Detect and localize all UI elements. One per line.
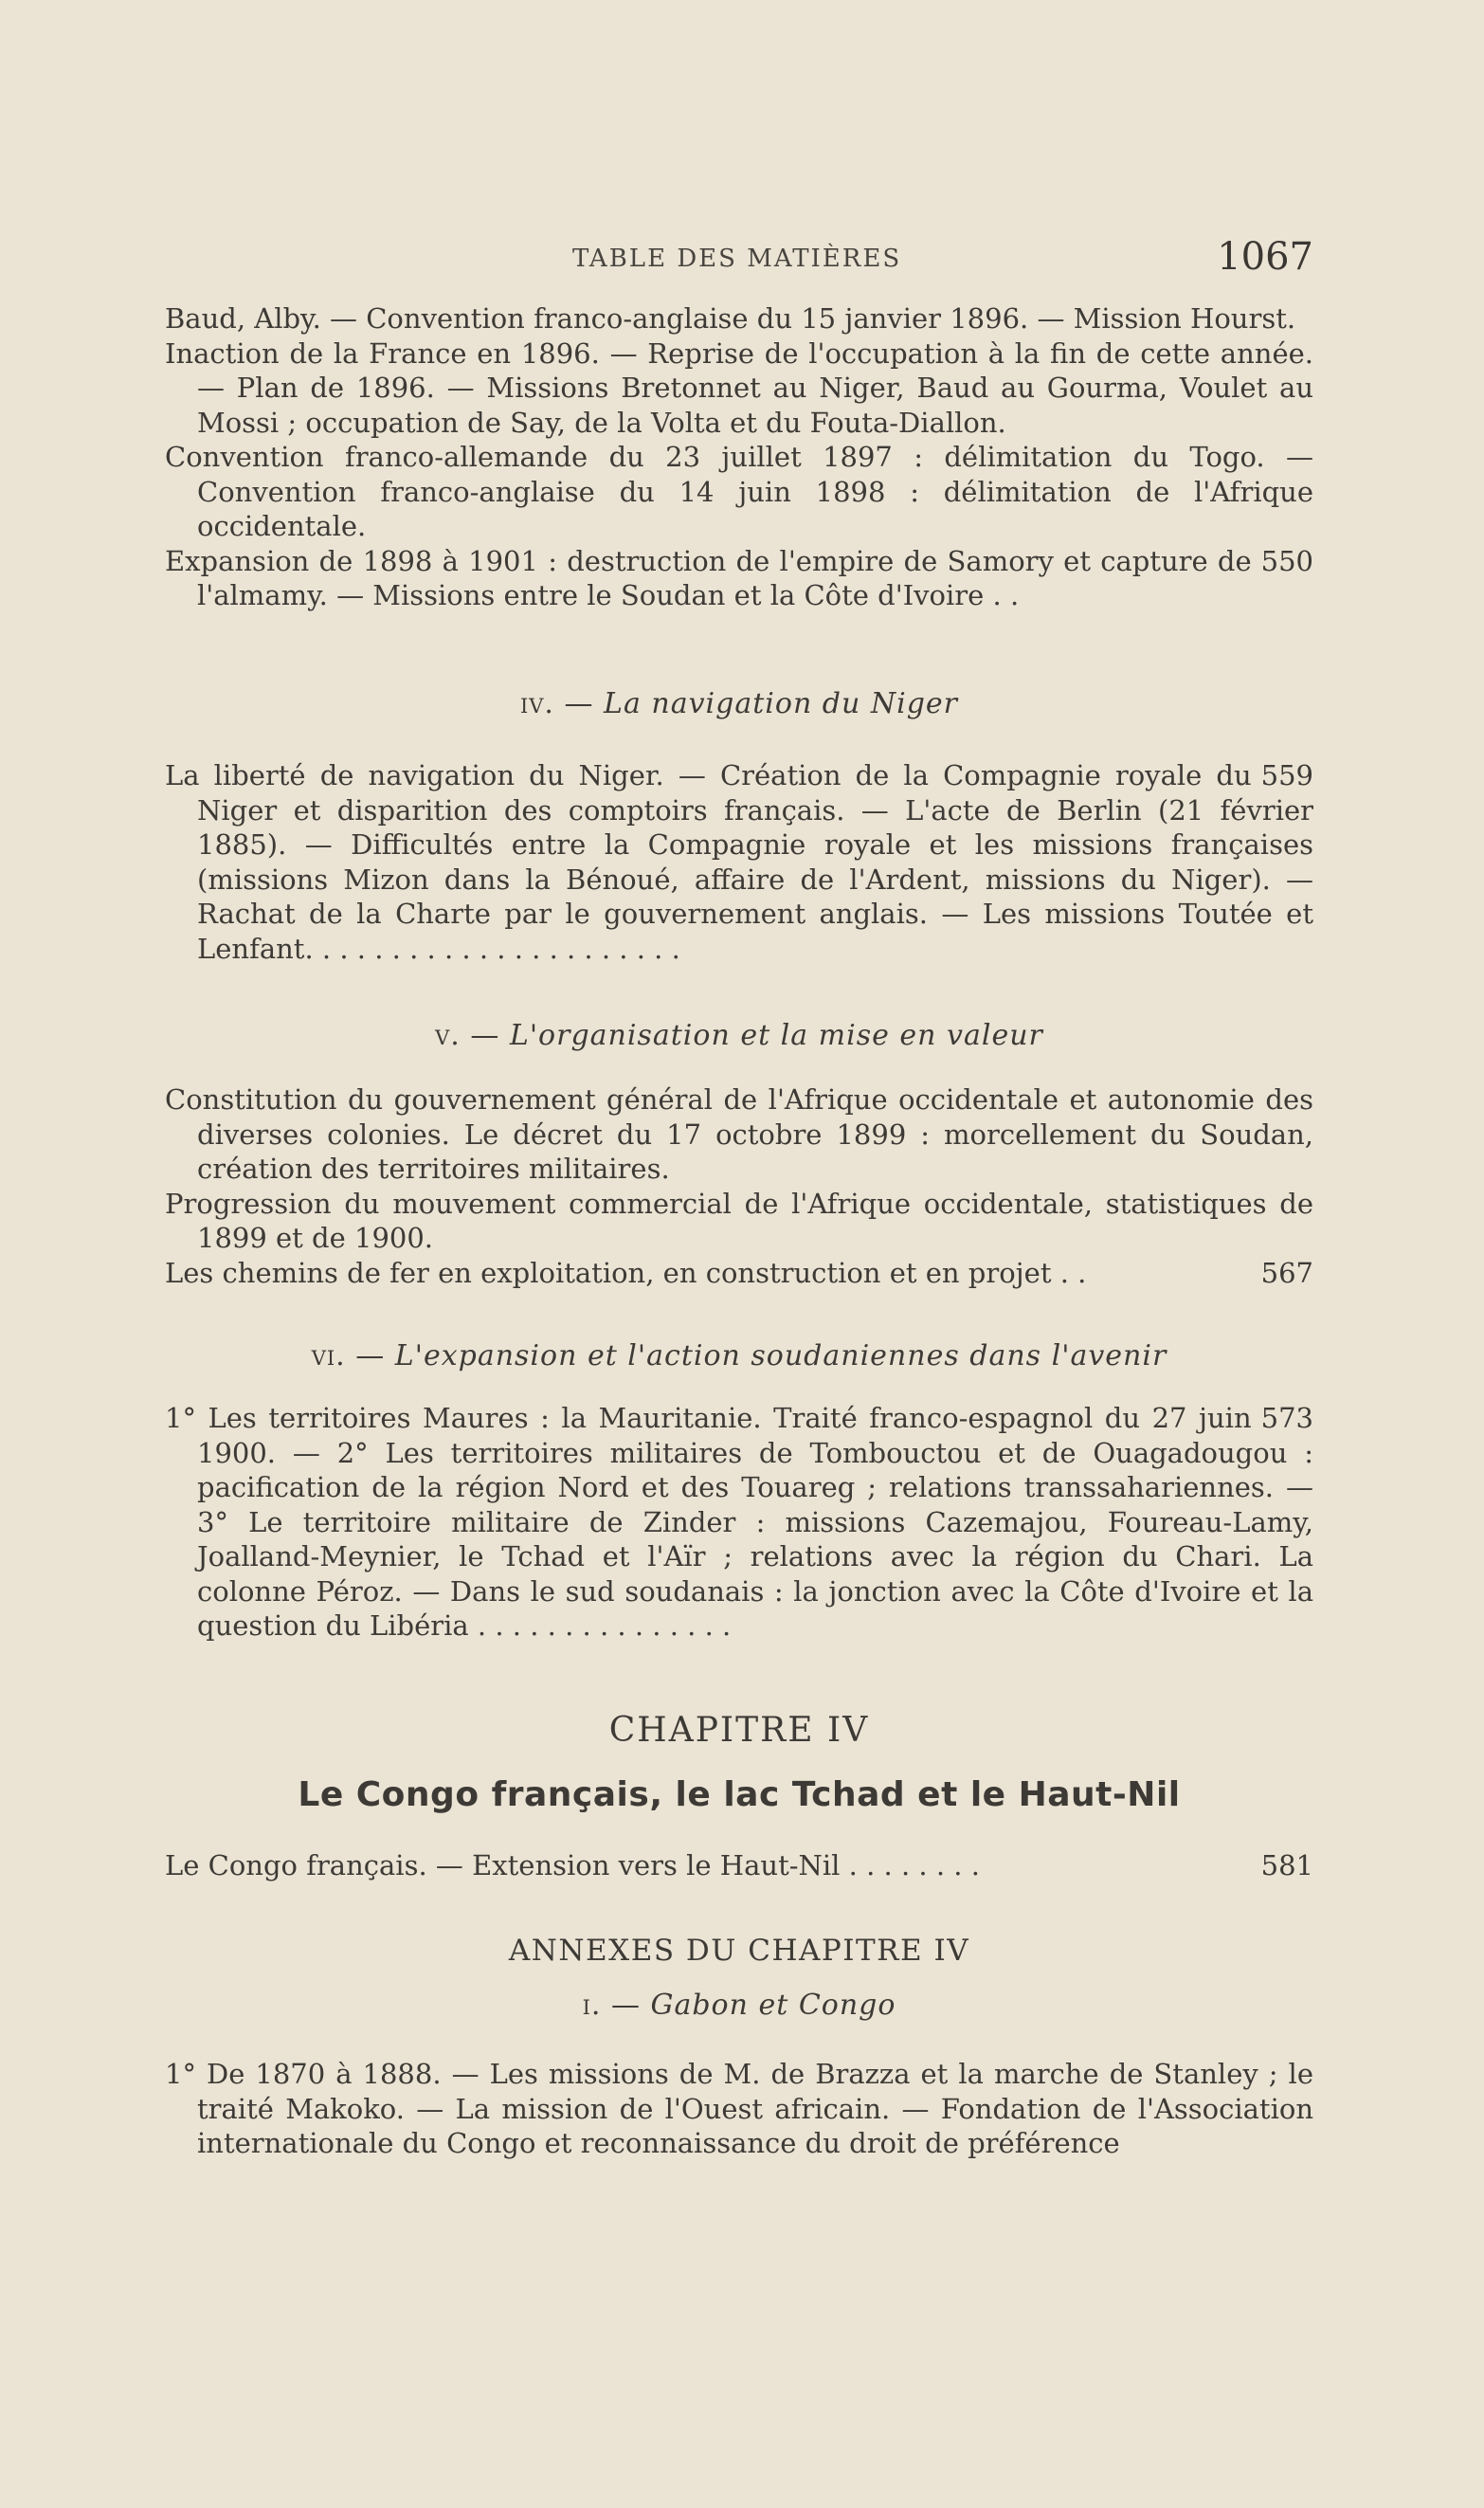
section-number: iv. bbox=[519, 687, 554, 720]
chapter-label: CHAPITRE IV bbox=[608, 1711, 870, 1750]
toc-entry bbox=[165, 301, 1313, 336]
header-title: TABLE DES MATIÈRES bbox=[572, 245, 902, 273]
chapter-iv-title bbox=[165, 1775, 1313, 1814]
entry-page: 573 bbox=[1260, 1402, 1313, 1434]
section-vi-entries bbox=[165, 1401, 1313, 1644]
section-iv-entries bbox=[165, 758, 1313, 966]
section-number: v. bbox=[435, 1019, 461, 1052]
section-heading: iv. — La navigation du Niger bbox=[519, 687, 959, 720]
entry-text: Le Congo français. — Extension vers le Haut-Nil . . . . . . . . bbox=[165, 1849, 980, 1881]
entry-text: 1° De 1870 à 1888. — Les missions de M. de Brazza et la marche de Stanley ; le traité Makoko. — La mission de l'Ouest africain. — Fondation de l'Association internationale du Congo et reconnaissance du droit de préférence bbox=[165, 2058, 1313, 2159]
section-heading: i. — Gabon et Congo bbox=[582, 1989, 896, 2022]
toc-entry bbox=[165, 2057, 1313, 2161]
section-number: i. bbox=[582, 1989, 602, 2022]
entry-text: Expansion de 1898 à 1901 : destruction de l'empire de Samory et capture de l'almamy. — Missions entre le Soudan et la Côte d'Ivoire . . bbox=[165, 544, 1252, 611]
toc-entry bbox=[165, 1187, 1313, 1256]
annex-i-entries bbox=[165, 2057, 1313, 2161]
toc-entry bbox=[165, 1401, 1313, 1644]
entry-text: Les chemins de fer en exploitation, en construction et en projet . . bbox=[165, 1256, 1087, 1289]
toc-entry bbox=[165, 336, 1313, 441]
chapter-iv-entries bbox=[165, 1848, 1313, 1883]
section-heading: v. — L'organisation et la mise en valeur bbox=[435, 1019, 1043, 1052]
section-v-entries bbox=[165, 1082, 1313, 1290]
toc-entry bbox=[165, 1256, 1313, 1291]
chapter-iv bbox=[165, 1711, 1313, 1750]
annex-i bbox=[165, 1989, 1313, 2022]
section-title: Gabon et Congo bbox=[650, 1989, 896, 2022]
toc-entry bbox=[165, 758, 1313, 966]
entry-page: 550 bbox=[1260, 544, 1313, 577]
section-title: L'expansion et l'action soudaniennes dans l'avenir bbox=[394, 1339, 1167, 1372]
running-header bbox=[165, 235, 1313, 281]
entry-text: Constitution du gouvernement général de l'Afrique occidentale et autonomie des diverses colonies. Le décret du 17 octobre 1899 : morcellement du Soudan, création des territoires militaires. bbox=[165, 1083, 1313, 1185]
annexes-label: ANNEXES DU CHAPITRE IV bbox=[508, 1934, 970, 1968]
entry-text: La liberté de navigation du Niger. — Création de la Compagnie royale du Niger et disparition des comptoirs français. — L'acte de Berlin (21 février 1885). — Difficultés entre la Compagnie royale et les missions françaises (missions Mizon dans la Bénoué, affaire de l'Ardent, missions du Niger). — Rachat de la Charte par le gouvernement anglais. — Les missions Toutée et Lenfant. . . . . . . . . . . . . . . . . . . . . . bbox=[165, 759, 1313, 965]
page-number: 1067 bbox=[1217, 235, 1313, 279]
chapter-title: Le Congo français, le lac Tchad et le Haut-Nil bbox=[298, 1775, 1181, 1814]
toc-entry bbox=[165, 440, 1313, 544]
section-number: vi. bbox=[311, 1339, 346, 1372]
entry-text: Progression du mouvement commercial de l'Afrique occidentale, statistiques de 1899 et de 1900. bbox=[165, 1187, 1313, 1254]
toc-entry bbox=[165, 544, 1313, 613]
entry-text: Baud, Alby. — Convention franco-anglaise du 15 janvier 1896. — Mission Hourst. bbox=[165, 302, 1296, 335]
entry-text: Inaction de la France en 1896. — Reprise de l'occupation à la fin de cette année. — Plan de 1896. — Missions Bretonnet au Niger, Baud au Gourma, Voulet au Mossi ; occupation de Say, de la Volta et du Fouta-Diallon. bbox=[165, 336, 1313, 439]
entry-page: 581 bbox=[1260, 1849, 1313, 1881]
toc-block-continuation bbox=[165, 301, 1313, 613]
section-iv bbox=[165, 687, 1313, 720]
section-v bbox=[165, 1019, 1313, 1052]
section-heading: vi. — L'expansion et l'action soudaniennes dans l'avenir bbox=[311, 1339, 1167, 1372]
entry-page: 567 bbox=[1260, 1256, 1313, 1289]
section-vi bbox=[165, 1339, 1313, 1372]
section-title: La navigation du Niger bbox=[604, 687, 959, 720]
entry-text: Convention franco-allemande du 23 juillet 1897 : délimitation du Togo. — Convention franco-anglaise du 14 juin 1898 : délimitation de l'Afrique occidentale. bbox=[165, 441, 1313, 542]
entry-text: 1° Les territoires Maures : la Mauritanie. Traité franco-espagnol du 27 juin 1900. — 2° Les territoires militaires de Tombouctou et de Ouagadougou : pacification de la région Nord et des Touareg ; relations transsahariennes. — 3° Le territoire militaire de Zinder : missions Cazemajou, Foureau-Lamy, Joalland-Meynier, le Tchad et l'Aïr ; relations avec la région du Chari. La colonne Péroz. — Dans le sud soudanais : la jonction avec la Côte d'Ivoire et la question du Libéria . . . . . . . . . . . . . . . bbox=[165, 1402, 1313, 1642]
section-title: L'organisation et la mise en valeur bbox=[509, 1019, 1043, 1052]
entry-page: 559 bbox=[1260, 759, 1313, 791]
annexes-heading bbox=[165, 1934, 1313, 1968]
toc-entry bbox=[165, 1082, 1313, 1187]
toc-entry bbox=[165, 1848, 1313, 1883]
